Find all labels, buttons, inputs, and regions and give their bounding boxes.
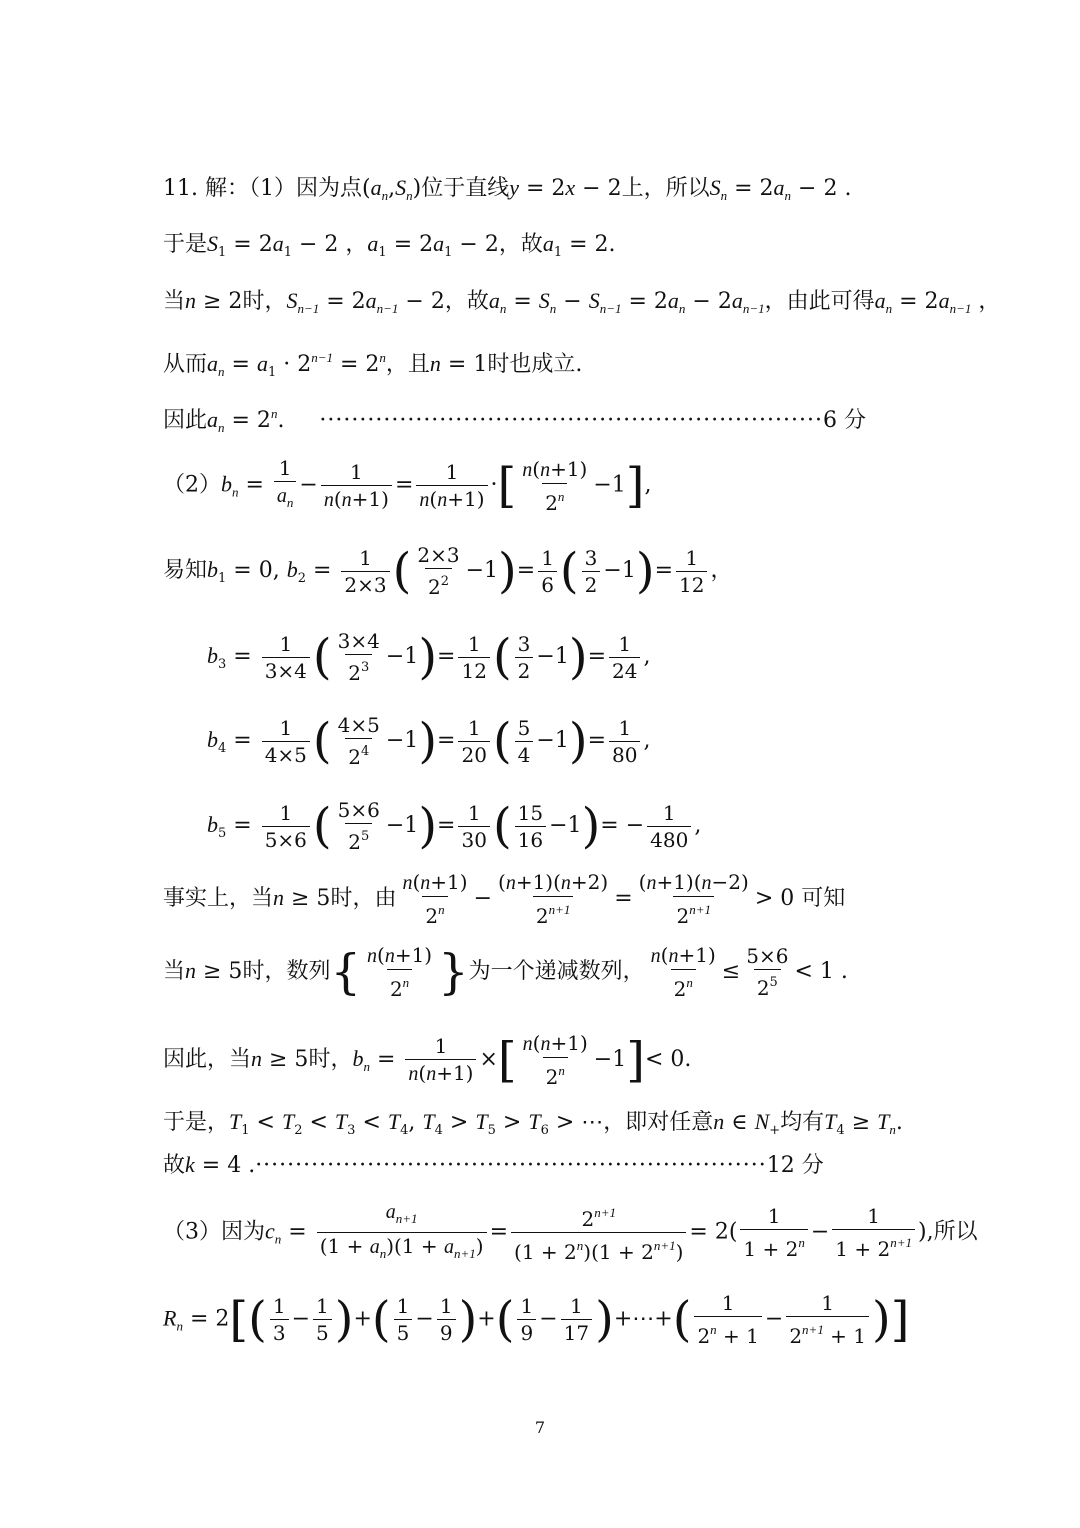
score-dots: ································································ xyxy=(255,1153,767,1178)
text: 因为点 xyxy=(296,176,363,201)
text: 时， xyxy=(242,289,287,314)
page-number: 7 xyxy=(534,1418,546,1437)
text: 当 xyxy=(163,959,186,984)
text: ，故 xyxy=(498,232,543,257)
text: 可知 xyxy=(801,886,846,911)
math: y xyxy=(509,175,519,200)
text: 时， xyxy=(308,1047,353,1072)
solution-line-3: 当n ≥ 2时，$S_{n-1} = 2a_{n-1} - 2$，故$a_n = S_n - S_{n-1} = 2a_n - 2a_{n-1}$，由此可得$a_n = 2a_{n-1}$ ， xyxy=(163,288,1001,316)
text: ，由此可得 xyxy=(764,289,875,314)
text: 因此，当 xyxy=(163,1047,252,1072)
text: 易知 xyxy=(163,558,208,583)
solution-label: 解： xyxy=(205,176,250,201)
text: 时，由 xyxy=(330,886,397,911)
problem-number: 11. xyxy=(163,176,198,201)
solution-line-4: 从而$a_n = a_1 \cdot 2^{n-1} = 2^n$，且n = 1时也成立. xyxy=(163,350,583,380)
part-3-label: （3） xyxy=(163,1219,221,1245)
part-1-label: （1） xyxy=(249,176,297,201)
text: 所以 xyxy=(933,1219,978,1245)
text: 时也成立. xyxy=(487,352,583,377)
text: 从而 xyxy=(163,352,208,377)
solution-line-10: $b_5$ = $\frac{1}{5\times 6}$ ( $\frac{5\times 6}{2^5}$ −1)= $\frac{1}{30}$ ( $\frac{15}{16}$ −1)= − $\frac{1}{480}$ , xyxy=(207,798,702,854)
text: 故 xyxy=(163,1153,186,1178)
solution-line-14: 于是，$T_1 < T_2 < T_3 < T_4$, $T_4 > T_5 > T_6$ > ⋯，即对任意n ∈ $N_+$均有$T_4 \ge T_n$. xyxy=(163,1109,903,1138)
text: 位于直线 xyxy=(421,176,510,201)
text: 当 xyxy=(163,289,186,314)
solution-line-2: 于是$S_1 = 2a_1 - 2$ ，$a_1 = 2a_1 - 2$，故$a_1 = 2$. xyxy=(163,231,616,260)
math: $(a_n,S_n)$ xyxy=(362,175,422,203)
text: 均有 xyxy=(780,1110,825,1135)
text: 时，数列 xyxy=(242,959,331,984)
text: ，故 xyxy=(444,289,489,314)
text: 于是 xyxy=(163,232,208,257)
text: 为一个递减数列， xyxy=(468,959,645,984)
text: ，且 xyxy=(385,352,430,377)
solution-line-16: （3）因为$c_n$ = $\frac{a_{n+1}}{(1 + a_n)(1 + a_{n+1})}$ = $\frac{2^{n+1}}{(1 + 2^n)(1 + 2^{n+1})}$ = 2( $\frac{1}{1 + 2^n}$ − $\frac{1}{1 + 2^{n+1}}$ ),所以 xyxy=(163,1198,978,1267)
solution-line-13: 因此，当n ≥ 5时，$b_n$ = $\frac{1}{n(n+1)}$ ×[ $\frac{n(n+1)}{2^n}$ −1]< 0. xyxy=(163,1031,692,1089)
solution-line-17: $R_n = 2$[( $\frac{1}{3}$ − $\frac{1}{5}$ )+( $\frac{1}{5}$ − $\frac{1}{9}$ )+( $\frac{1}{9}$ − $\frac{1}{17}$ )+⋯+( $\frac{1}{2^n + 1}$ − $\frac{1}{2^{n+1} + 1}$ )] xyxy=(163,1291,910,1348)
solution-line-15: 故k = 4 .································································12 分 xyxy=(163,1152,824,1178)
solution-line-11: 事实上，当n ≥ 5时，由 $\frac{n(n+1)}{2^n}$ − $\frac{(n+1)(n+2)}{2^{n+1}}$ = $\frac{(n+1)(n-2)}{2^{n+1}}$ > 0 可知 xyxy=(163,870,846,928)
text: 因此 xyxy=(163,408,208,433)
score-6: 6 分 xyxy=(822,408,866,433)
text: 事实上，当 xyxy=(163,886,274,911)
text: 上，所以 xyxy=(621,176,710,201)
score-12: 12 分 xyxy=(766,1153,824,1178)
solution-line-7: 易知$b_1 = 0$, $b_2$ = $\frac{1}{2\times 3}$ ( $\frac{2\times 3}{2^2}$ −1)= $\frac{1}{6}$ ( $\frac{3}{2}$ −1)= $\frac{1}{12}$ ， xyxy=(163,543,733,599)
text: 于是， xyxy=(163,1110,230,1135)
solution-line-12: 当n ≥ 5时，数列{ $\frac{n(n+1)}{2^n}$ }为一个递减数列， $\frac{n(n+1)}{2^n}$ ≤ $\frac{5\times 6}{2^5}$ < 1 . xyxy=(163,943,848,1001)
solution-line-8: $b_3$ = $\frac{1}{3\times 4}$ ( $\frac{3\times 4}{2^3}$ −1)= $\frac{1}{12}$ ( $\frac{3}{2}$ −1)= $\frac{1}{24}$ , xyxy=(207,629,651,685)
solution-line-5: 因此$a_n = 2^n$. ·······························································6 分 xyxy=(163,406,866,435)
solution-line-6: $(2)b_n$ = $\frac{1}{a_n}$ − $\frac{1}{n(n+1)}$ = $\frac{1}{n(n+1)}$ ·[ $\frac{n(n+1)}{2^n}$ −1], xyxy=(163,456,652,515)
part-2-label: （2） xyxy=(163,472,221,498)
solution-line-9: $b_4$ = $\frac{1}{4\times 5}$ ( $\frac{4\times 5}{2^4}$ −1)= $\frac{1}{20}$ ( $\frac{5}{4}$ −1)= $\frac{1}{80}$ , xyxy=(207,713,651,769)
text: ，即对任意 xyxy=(603,1110,714,1135)
text: 因为 xyxy=(221,1219,266,1245)
solution-line-1: 11. 解：（1）因为点$(a_n,S_n)$位于直线y = 2x − 2上，所以$S_n = 2a_n - 2$ . xyxy=(163,175,852,203)
score-dots: ······························································· xyxy=(319,408,823,433)
